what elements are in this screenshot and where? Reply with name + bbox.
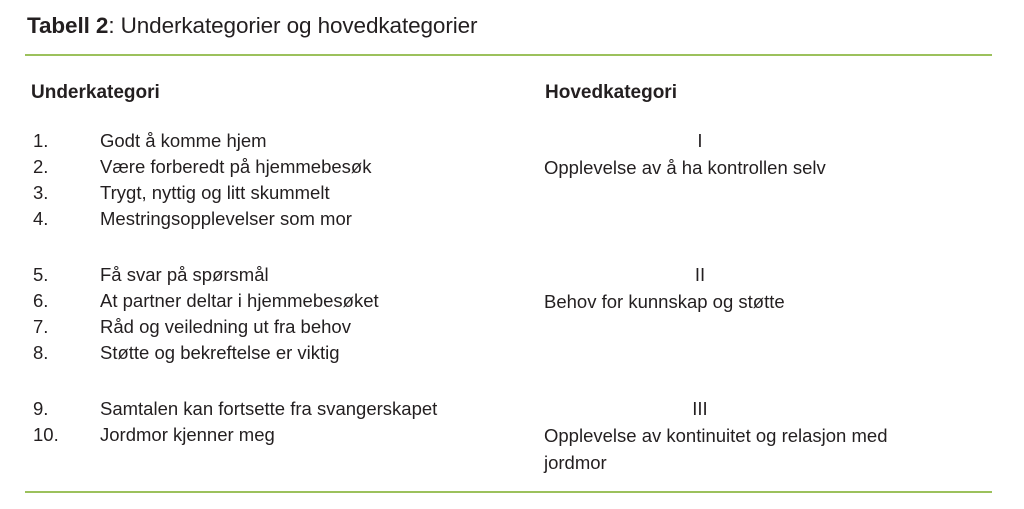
subcategory-label: Samtalen kan fortsette fra svangerskapet [100,398,438,419]
main-category-cell [520,128,1020,181]
main-category-numeral: I [697,130,703,151]
subcategory-row [0,340,520,366]
table-top-rule [25,54,992,56]
main-category-cell [520,262,1020,315]
column-headers [0,80,1024,106]
subcategory-label: Råd og veiledning ut fra behov [100,316,351,337]
subcategory-row [0,422,520,448]
caption-rest: : Underkategorier og hovedkategorier [108,13,478,38]
subcategory-label: Jordmor kjenner meg [100,424,275,445]
category-group [0,262,1024,366]
subcategory-list [0,128,520,232]
column-header-subcategory: Underkategori [31,82,160,103]
table-caption [27,12,477,40]
subcategory-row [0,262,520,288]
subcategory-number: 10. [33,424,59,445]
main-category-cell [520,396,1020,476]
subcategory-row [0,288,520,314]
main-category-label: Opplevelse av kontinuitet og relasjon med jordmor [544,425,888,473]
subcategory-label: Være forberedt på hjemmebesøk [100,156,372,177]
subcategory-row [0,128,520,154]
subcategory-label: At partner deltar i hjemmebesøket [100,290,379,311]
subcategory-number: 3. [33,182,49,203]
subcategory-number: 6. [33,290,49,311]
subcategory-list [0,262,520,366]
table-bottom-rule [25,491,992,493]
subcategory-number: 4. [33,208,49,229]
main-category-numeral: III [692,398,708,419]
subcategory-number: 2. [33,156,49,177]
subcategory-label: Trygt, nyttig og litt skummelt [100,182,330,203]
subcategory-row [0,206,520,232]
category-group [0,396,1024,473]
subcategory-label: Mestringsopplevelser som mor [100,208,352,229]
subcategory-label: Få svar på spørsmål [100,264,269,285]
main-category-label: Behov for kunnskap og støtte [544,291,785,312]
subcategory-number: 9. [33,398,49,419]
main-category-label: Opplevelse av å ha kontrollen selv [544,157,826,178]
column-header-maincategory: Hovedkategori [545,82,677,103]
subcategory-number: 5. [33,264,49,285]
subcategory-row [0,396,520,422]
subcategory-list [0,396,520,448]
category-group [0,128,1024,232]
subcategory-row [0,314,520,340]
subcategory-label: Godt å komme hjem [100,130,267,151]
caption-label: Tabell 2 [27,13,109,38]
main-category-numeral: II [694,264,706,285]
subcategory-number: 8. [33,342,49,363]
subcategory-row [0,154,520,180]
subcategory-label: Støtte og bekreftelse er viktig [100,342,340,363]
subcategory-number: 7. [33,316,49,337]
table-body [0,128,1024,473]
subcategory-row [0,180,520,206]
subcategory-number: 1. [33,130,49,151]
